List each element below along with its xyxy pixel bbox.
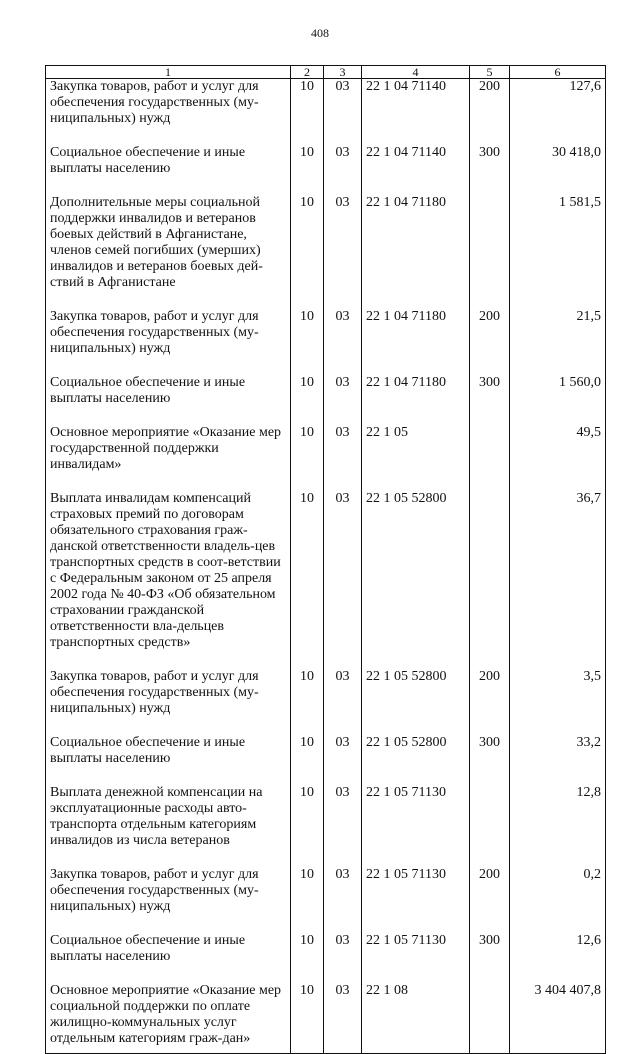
row-section: 10 bbox=[291, 669, 324, 735]
row-section: 10 bbox=[291, 933, 324, 983]
row-amount: 36,7 bbox=[510, 491, 606, 669]
row-target-article: 22 1 05 bbox=[362, 425, 470, 491]
row-description: Дополнительные меры социальной поддержки инвалидов и ветеранов боевых действий в Афганистане, членов семей погибших (умерших) инвалидов и ветеранов боевых дей-ствий в Афганистане bbox=[46, 195, 291, 309]
row-description: Закупка товаров, работ и услуг для обеспечения государственных (му-ниципальных) нужд bbox=[46, 79, 291, 146]
row-subsection: 03 bbox=[324, 425, 362, 491]
row-description: Выплата инвалидам компенсаций страховых премий по договорам обязательного страхования граж-данской ответственности владель-цев транспортных средств в соот-ветствии с Федеральным законом от 25 апреля 2002 года № 40-ФЗ «Об обязательном страховании гражданской ответственности вла-дельцев транспортных средств» bbox=[46, 491, 291, 669]
page-number: 408 bbox=[311, 26, 329, 40]
table-row bbox=[46, 491, 606, 669]
row-target-article: 22 1 08 bbox=[362, 983, 470, 1054]
header-col-4: 4 bbox=[362, 66, 470, 79]
row-subsection: 03 bbox=[324, 933, 362, 983]
row-amount: 12,8 bbox=[510, 785, 606, 867]
header-col-5: 5 bbox=[470, 66, 510, 79]
row-subsection: 03 bbox=[324, 375, 362, 425]
table-row bbox=[46, 669, 606, 735]
table-row bbox=[46, 309, 606, 375]
row-description: Закупка товаров, работ и услуг для обеспечения государственных (му-ниципальных) нужд bbox=[46, 669, 291, 735]
table-row bbox=[46, 867, 606, 933]
row-target-article: 22 1 04 71140 bbox=[362, 79, 470, 146]
row-section: 10 bbox=[291, 79, 324, 146]
table-row bbox=[46, 195, 606, 309]
row-subsection: 03 bbox=[324, 785, 362, 867]
row-subsection: 03 bbox=[324, 867, 362, 933]
table-row bbox=[46, 735, 606, 785]
row-expense-type bbox=[470, 785, 510, 867]
row-amount: 1 560,0 bbox=[510, 375, 606, 425]
table-row bbox=[46, 145, 606, 195]
row-amount: 1 581,5 bbox=[510, 195, 606, 309]
row-description: Социальное обеспечение и иные выплаты населению bbox=[46, 933, 291, 983]
row-expense-type bbox=[470, 983, 510, 1054]
table-body bbox=[46, 79, 606, 1054]
header-row bbox=[46, 66, 606, 79]
row-amount: 3 404 407,8 bbox=[510, 983, 606, 1054]
table-row bbox=[46, 785, 606, 867]
table-row bbox=[46, 79, 606, 146]
row-target-article: 22 1 04 71140 bbox=[362, 145, 470, 195]
row-description: Основное мероприятие «Оказание мер государственной поддержки инвалидам» bbox=[46, 425, 291, 491]
row-expense-type bbox=[470, 425, 510, 491]
row-expense-type: 300 bbox=[470, 145, 510, 195]
row-amount: 49,5 bbox=[510, 425, 606, 491]
row-expense-type bbox=[470, 195, 510, 309]
header-col-3: 3 bbox=[324, 66, 362, 79]
row-subsection: 03 bbox=[324, 735, 362, 785]
row-section: 10 bbox=[291, 735, 324, 785]
row-subsection: 03 bbox=[324, 983, 362, 1054]
row-subsection: 03 bbox=[324, 195, 362, 309]
row-amount: 12,6 bbox=[510, 933, 606, 983]
row-section: 10 bbox=[291, 867, 324, 933]
row-expense-type: 200 bbox=[470, 309, 510, 375]
row-amount: 21,5 bbox=[510, 309, 606, 375]
row-expense-type: 200 bbox=[470, 79, 510, 146]
row-amount: 127,6 bbox=[510, 79, 606, 146]
row-description: Основное мероприятие «Оказание мер социальной поддержки по оплате жилищно-коммунальных услуг отдельным категориям граж-дан» bbox=[46, 983, 291, 1054]
row-expense-type: 200 bbox=[470, 867, 510, 933]
row-description: Социальное обеспечение и иные выплаты населению bbox=[46, 145, 291, 195]
row-description: Закупка товаров, работ и услуг для обеспечения государственных (му-ниципальных) нужд bbox=[46, 867, 291, 933]
row-section: 10 bbox=[291, 145, 324, 195]
row-subsection: 03 bbox=[324, 491, 362, 669]
row-amount: 33,2 bbox=[510, 735, 606, 785]
row-subsection: 03 bbox=[324, 145, 362, 195]
row-amount: 30 418,0 bbox=[510, 145, 606, 195]
row-target-article: 22 1 04 71180 bbox=[362, 195, 470, 309]
table-row bbox=[46, 983, 606, 1054]
row-description: Выплата денежной компенсации на эксплуатационные расходы авто-транспорта отдельным категориям инвалидов из числа ветеранов bbox=[46, 785, 291, 867]
row-expense-type: 300 bbox=[470, 735, 510, 785]
budget-table bbox=[45, 65, 606, 1054]
row-section: 10 bbox=[291, 425, 324, 491]
row-amount: 0,2 bbox=[510, 867, 606, 933]
row-section: 10 bbox=[291, 375, 324, 425]
row-target-article: 22 1 05 71130 bbox=[362, 867, 470, 933]
row-section: 10 bbox=[291, 195, 324, 309]
row-section: 10 bbox=[291, 491, 324, 669]
header-col-2: 2 bbox=[291, 66, 324, 79]
row-subsection: 03 bbox=[324, 309, 362, 375]
row-description: Закупка товаров, работ и услуг для обеспечения государственных (му-ниципальных) нужд bbox=[46, 309, 291, 375]
row-section: 10 bbox=[291, 309, 324, 375]
row-expense-type bbox=[470, 491, 510, 669]
row-subsection: 03 bbox=[324, 79, 362, 146]
row-target-article: 22 1 05 71130 bbox=[362, 785, 470, 867]
row-target-article: 22 1 04 71180 bbox=[362, 309, 470, 375]
row-target-article: 22 1 05 52800 bbox=[362, 491, 470, 669]
row-expense-type: 300 bbox=[470, 375, 510, 425]
table-row bbox=[46, 375, 606, 425]
row-expense-type: 200 bbox=[470, 669, 510, 735]
row-target-article: 22 1 05 52800 bbox=[362, 735, 470, 785]
table-row bbox=[46, 933, 606, 983]
row-description: Социальное обеспечение и иные выплаты населению bbox=[46, 735, 291, 785]
row-target-article: 22 1 04 71180 bbox=[362, 375, 470, 425]
row-amount: 3,5 bbox=[510, 669, 606, 735]
row-target-article: 22 1 05 71130 bbox=[362, 933, 470, 983]
row-description: Социальное обеспечение и иные выплаты населению bbox=[46, 375, 291, 425]
row-section: 10 bbox=[291, 785, 324, 867]
table-row bbox=[46, 425, 606, 491]
row-expense-type: 300 bbox=[470, 933, 510, 983]
row-section: 10 bbox=[291, 983, 324, 1054]
row-subsection: 03 bbox=[324, 669, 362, 735]
header-col-1: 1 bbox=[46, 66, 291, 79]
header-col-6: 6 bbox=[510, 66, 606, 79]
row-target-article: 22 1 05 52800 bbox=[362, 669, 470, 735]
